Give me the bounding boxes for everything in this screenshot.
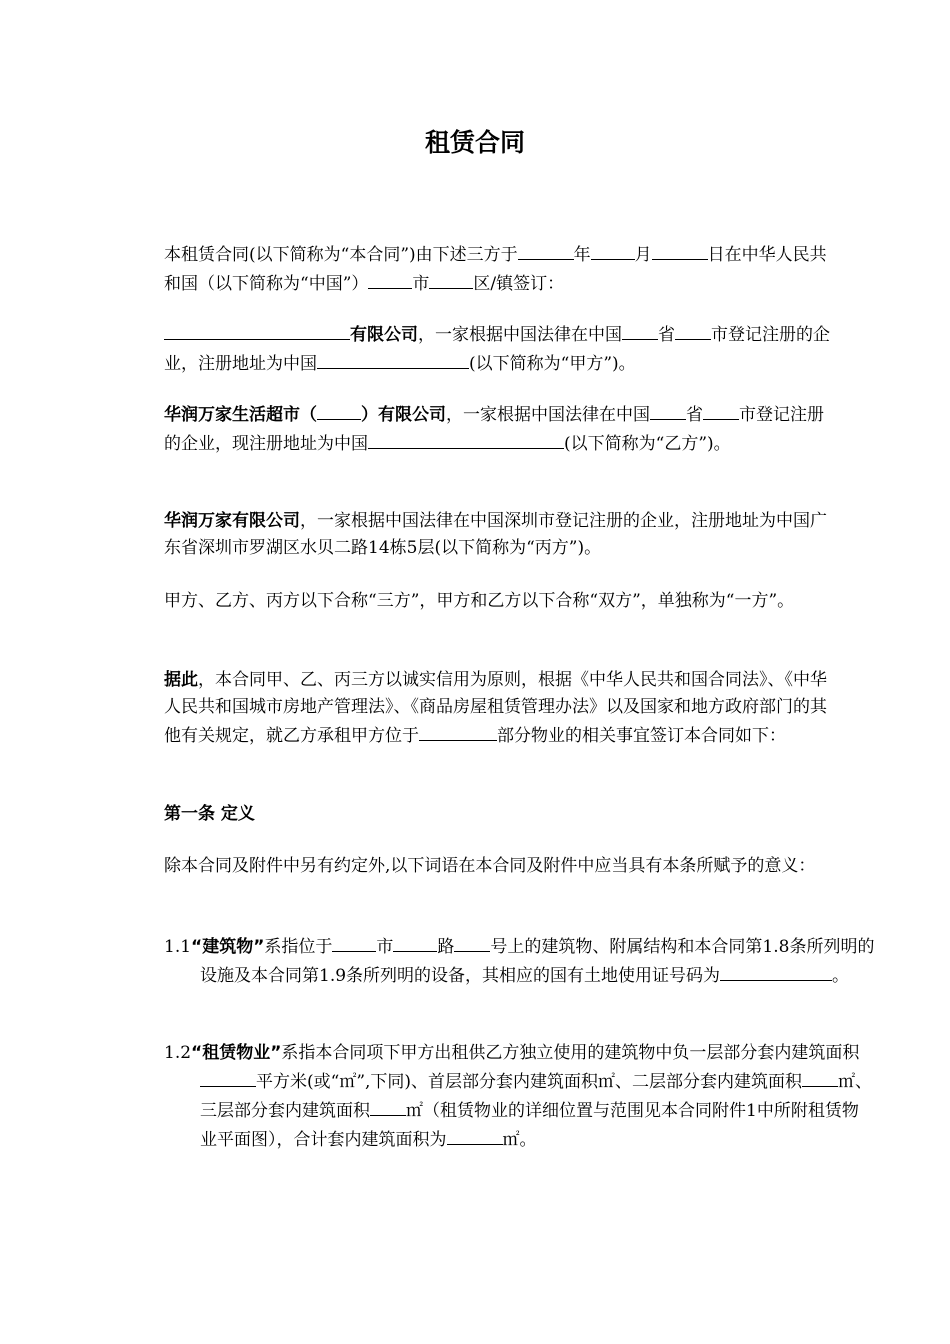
blank-line xyxy=(652,240,708,260)
blank-line xyxy=(429,269,473,289)
clause-1-2: 1.2“租赁物业”系指本合同项下甲方出租供乙方独立使用的建筑物中负一层部分套内建筑面积平方米(或“㎡”,下同)、首层部分套内建筑面积㎡、二层部分套内建筑面积 ㎡、三层部分套内建筑面积 ㎡（租赁物业的详细位置与范围见本合同附件1中所附租赁物业平面图），合计套内建筑面积为 ㎡。 xyxy=(164,1043,873,1150)
document-title: 租赁合同 xyxy=(424,128,525,157)
blank-line xyxy=(454,932,490,952)
blank-line xyxy=(703,400,739,420)
clause-1-1: 1.1“建筑物”系指位于 市 路 号上的建筑物、附属结构和本合同第1.8条所列明的设施及本合同第1.9条所列明的设备，其相应的国有土地使用证号码为 。 xyxy=(164,932,875,990)
blank-line xyxy=(368,429,564,449)
article-1-heading: 第一条 定义 xyxy=(164,804,255,824)
blank-line xyxy=(518,240,574,260)
blank-line xyxy=(370,1096,406,1116)
blank-line xyxy=(447,1125,503,1145)
blank-line xyxy=(591,240,635,260)
blank-line xyxy=(317,349,469,369)
blank-line xyxy=(393,932,437,952)
blank-line xyxy=(650,400,686,420)
blank-line xyxy=(675,320,711,340)
blank-line xyxy=(164,320,350,340)
article-1-intro: 除本合同及附件中另有约定外,以下词语在本合同及附件中应当具有本条所赋予的意义： xyxy=(164,856,816,876)
blank-line xyxy=(200,1067,256,1087)
collective-paragraph: 甲方、乙方、丙方以下合称“三方”，甲方和乙方以下合称“双方”，单独称为“一方”。 xyxy=(164,591,795,611)
blank-line xyxy=(332,932,376,952)
party-c-paragraph: 华润万家有限公司，一家根据中国法律在中国深圳市登记注册的企业，注册地址为中国广东省深圳市罗湖区水贝二路14栋5层(以下简称为“丙方”)。 xyxy=(164,511,827,558)
party-a-paragraph: 有限公司，一家根据中国法律在中国 省 市登记注册的企业，注册地址为中国 (以下简称为“甲方”)。 xyxy=(164,320,839,378)
blank-line xyxy=(802,1067,838,1087)
intro-paragraph: 本租赁合同(以下简称为“本合同”)由下述三方于 年 月 日在中华人民共和国（以下简称为“中国”） 市 区/镇签订： xyxy=(164,240,839,298)
blank-line xyxy=(419,721,497,741)
blank-line xyxy=(368,269,412,289)
party-b-paragraph: 华润万家生活超市（ ）有限公司，一家根据中国法律在中国 省 市登记注册的企业，现注册地址为中国 (以下简称为“乙方”)。 xyxy=(164,400,839,458)
blank-line xyxy=(720,961,832,981)
blank-line xyxy=(622,320,658,340)
blank-line xyxy=(317,400,361,420)
basis-paragraph: 据此，本合同甲、乙、丙三方以诚实信用为原则，根据《中华人民共和国合同法》、《中华人民共和国城市房地产管理法》、《商品房屋租赁管理办法》以及国家和地方政府部门的其他有关规定，就乙方承租甲方位于 部分物业的相关事宜签订本合同如下： xyxy=(164,670,827,746)
